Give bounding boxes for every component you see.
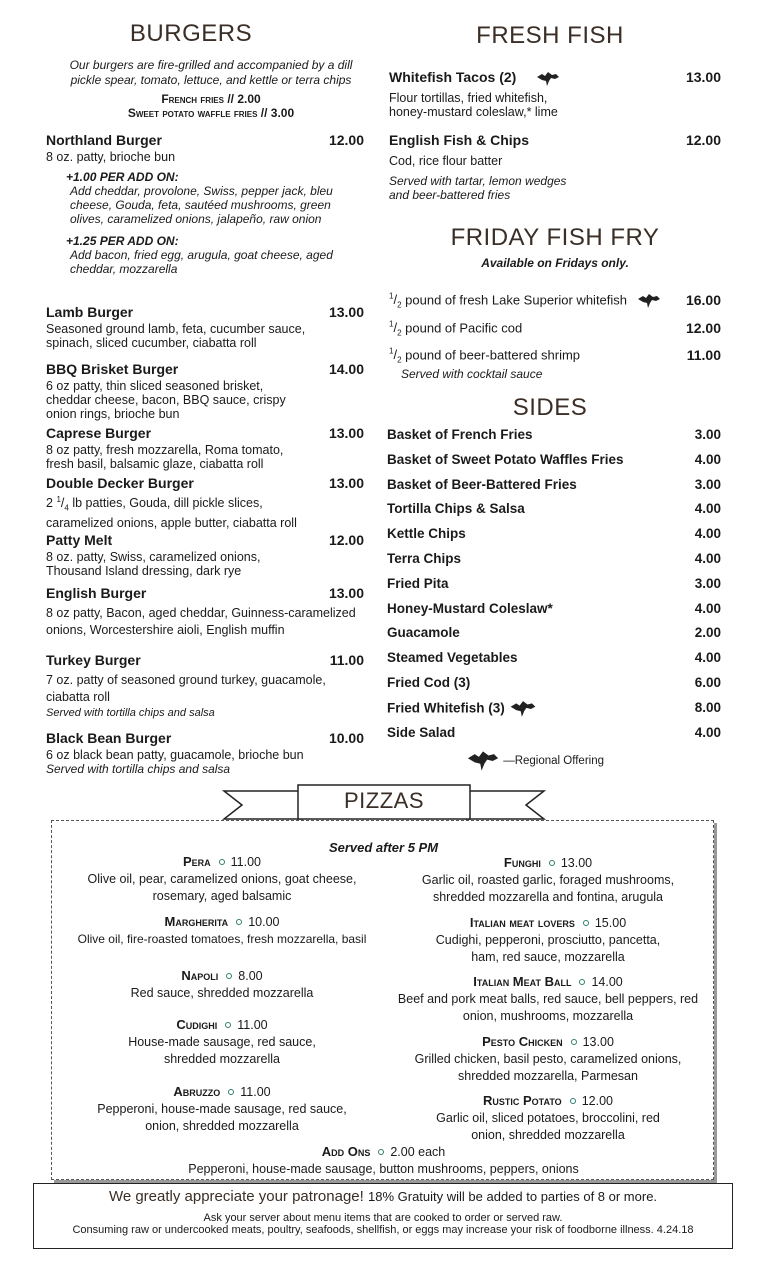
pizza-italian-meat-lovers <box>392 914 704 966</box>
pizza-pera <box>62 853 382 905</box>
fish-fry-title: FRIDAY FISH FRY <box>450 224 660 251</box>
pizza-desc: Garlic oil, roasted garlic, foraged mushrooms, shredded mozzarella and fontina, arugula <box>421 873 675 904</box>
pizza-abruzzo <box>62 1083 382 1135</box>
menu-item-double-decker-burger <box>46 475 364 530</box>
fraction-numerator: 1 <box>389 320 394 329</box>
item-name: Northland Burger <box>46 132 162 148</box>
pizza-price: 13.00 <box>560 856 593 870</box>
side-price: 3.00 <box>694 427 721 442</box>
item-desc: 8 oz. patty, Swiss, caramelized onions, Thousand Island dressing, dark rye <box>46 550 261 578</box>
menu-item-whitefish-tacos <box>389 69 721 119</box>
pizza-desc: Cudighi, pepperoni, prosciutto, pancetta, ham, red sauce, mozzarella <box>435 933 661 964</box>
item-desc: pound of beer-battered shrimp <box>405 347 581 363</box>
item-note: Served with tartar, lemon wedges and beer-battered fries <box>389 174 567 202</box>
fries-upgrade: French fries // 2.00 <box>161 92 261 106</box>
side-name: Tortilla Chips & Salsa <box>387 501 525 517</box>
item-price: 12.00 <box>685 320 721 336</box>
item-note: Served with tortilla chips and salsa <box>46 762 231 776</box>
bullet-icon <box>570 1098 576 1104</box>
side-item <box>387 725 721 743</box>
fraction-denominator: 2 <box>397 300 402 310</box>
side-item <box>387 601 721 619</box>
qty-whole: 2 <box>46 496 53 511</box>
item-price: 10.00 <box>328 730 364 746</box>
item-desc: 7 oz. patty of seasoned ground turkey, guacamole, ciabatta roll <box>46 673 326 704</box>
item-price: 12.00 <box>685 132 721 148</box>
fraction-numerator: 1 <box>389 292 394 301</box>
item-name: Caprese Burger <box>46 425 152 441</box>
item-desc: 6 oz patty, thin sliced seasoned brisket, cheddar cheese, bacon, BBQ sauce, crispy onion rings, brioche bun <box>46 379 286 421</box>
shrimp-note: Served with cocktail sauce <box>401 367 543 381</box>
menu-item-northland-burger <box>46 132 364 276</box>
bullet-icon <box>236 919 242 925</box>
item-price: 11.00 <box>329 652 364 668</box>
addon-heading-2: +1.25 PER ADD ON: <box>66 234 179 248</box>
side-price: 2.00 <box>694 625 721 641</box>
item-name: Lamb Burger <box>46 304 134 320</box>
fish-fry-item-shrimp <box>389 347 721 367</box>
bullet-icon <box>549 860 555 866</box>
side-name: Basket of Sweet Potato Waffles Fries <box>387 451 624 467</box>
regional-legend <box>466 750 604 772</box>
side-item <box>387 650 721 668</box>
pizza-desc: Garlic oil, sliced potatoes, broccolini, red onion, shredded mozzarella <box>436 1111 660 1142</box>
pizza-desc: Beef and pork meat balls, red sauce, bell peppers, red onion, mushrooms, mozzarella <box>397 992 699 1023</box>
menu-item-patty-melt <box>46 532 364 578</box>
side-name: Kettle Chips <box>387 526 466 542</box>
side-price: 4.00 <box>694 501 721 517</box>
regional-offering-icon <box>536 71 560 87</box>
side-price: 4.00 <box>694 724 721 740</box>
pizza-desc: Pepperoni, house-made sausage, red sauce, onion, shredded mozzarella <box>97 1102 347 1133</box>
item-price: 13.00 <box>685 69 721 85</box>
regional-offering-icon <box>466 750 500 772</box>
item-desc: Seasoned ground lamb, feta, cucumber sauce, spinach, sliced cucumber, ciabatta roll <box>46 322 306 350</box>
item-price: 12.00 <box>328 532 364 548</box>
fraction-denominator: 2 <box>397 328 402 338</box>
side-item <box>387 675 721 693</box>
side-price: 3.00 <box>694 575 721 591</box>
side-price: 8.00 <box>694 699 721 715</box>
side-price: 4.00 <box>694 526 721 542</box>
item-desc: 6 oz black bean patty, guacamole, brioche bun <box>46 748 304 762</box>
fish-fry-subtitle: Available on Fridays only. <box>481 256 629 270</box>
item-name: BBQ Brisket Burger <box>46 361 179 377</box>
fish-fry-item-cod <box>389 320 721 340</box>
pizzas-title: PIZZAS <box>343 788 424 813</box>
item-price: 13.00 <box>328 475 364 491</box>
bullet-icon <box>571 1039 577 1045</box>
item-price: 13.00 <box>328 585 364 601</box>
regional-offering-icon <box>509 700 537 718</box>
item-price: 12.00 <box>328 132 364 148</box>
sides-title: SIDES <box>512 394 588 421</box>
addons-desc: Pepperoni, house-made sausage, button mushrooms, peppers, onions <box>188 1162 579 1176</box>
side-price: 4.00 <box>694 600 721 616</box>
side-item <box>387 526 721 544</box>
pizza-add-ons <box>52 1143 715 1178</box>
pizza-funghi <box>392 854 704 906</box>
addon-text-2: Add bacon, fried egg, arugula, goat cheese, aged cheddar, mozzarella <box>70 248 333 276</box>
qty-fraction: $^1/_4$ <box>56 495 69 513</box>
pizza-desc: Red sauce, shredded mozzarella <box>130 986 314 1000</box>
side-name: Terra Chips <box>387 551 462 566</box>
menu-item-english-fish-chips <box>389 132 721 202</box>
item-desc: 8 oz patty, fresh mozzarella, Roma tomato, fresh basil, balsamic glaze, ciabatta roll <box>46 443 284 471</box>
side-price: 4.00 <box>694 451 721 467</box>
fraction-numerator: 1 <box>56 495 61 504</box>
fraction-denominator: 2 <box>397 355 402 365</box>
item-note: Served with tortilla chips and salsa <box>46 707 215 719</box>
menu-item-lamb-burger <box>46 304 364 350</box>
half-fraction: $^1/_2$ <box>389 320 402 338</box>
pizza-price: 14.00 <box>591 975 623 989</box>
pizza-italian-meat-ball <box>392 973 704 1025</box>
pizza-pesto-chicken <box>392 1033 704 1085</box>
foodborne-warning: Consuming raw or undercooked meats, poultry, seafoods, shellfish, or eggs may increase your risk of foodborne illness. 4.24.18 <box>72 1224 694 1236</box>
pizza-name: Funghi <box>503 855 541 870</box>
pizza-desc: Olive oil, fire-roasted tomatoes, fresh mozzarella, basil <box>77 932 367 946</box>
side-name: Side Salad <box>387 724 456 740</box>
pizza-rustic-potato <box>392 1092 704 1144</box>
menu-item-turkey-burger <box>46 652 364 720</box>
menu-item-english-burger <box>46 585 364 639</box>
side-name: Fried Pita <box>387 575 449 591</box>
raw-items-note: Ask your server about menu items that are cooked to order or served raw. <box>203 1212 563 1224</box>
bullet-icon <box>579 979 585 985</box>
addons-price: 2.00 each <box>390 1145 446 1159</box>
item-desc: Cod, rice flour batter <box>389 154 503 168</box>
thanks-text: We greatly appreciate your patronage! <box>108 1188 364 1205</box>
sweet-fries-upgrade: Sweet potato waffle fries // 3.00 <box>127 106 295 120</box>
pizza-name: Italian Meat Ball <box>473 974 572 989</box>
pizza-desc: House-made sausage, red sauce, shredded mozzarella <box>128 1035 316 1066</box>
side-item <box>387 477 721 495</box>
side-name: Honey-Mustard Coleslaw* <box>387 600 553 616</box>
item-name: Turkey Burger <box>46 652 141 668</box>
item-desc: pound of Pacific cod <box>405 320 523 336</box>
item-desc: 8 oz patty, Bacon, aged cheddar, Guinness-caramelized onions, Worcestershire aioli, English muffin <box>46 606 356 637</box>
pizza-price: 11.00 <box>240 1085 271 1099</box>
fish-fry-item-whitefish <box>389 292 721 312</box>
side-price: 4.00 <box>694 551 721 566</box>
item-desc: Flour tortillas, fried whitefish, honey-mustard coleslaw,* lime <box>389 91 558 119</box>
half-fraction: $^1/_2$ <box>389 347 402 365</box>
pizza-cudighi <box>62 1016 382 1068</box>
bullet-icon <box>228 1089 234 1095</box>
item-name: English Burger <box>46 585 147 601</box>
pizza-price: 11.00 <box>230 855 262 869</box>
legend-text: —Regional Offering <box>503 755 604 768</box>
menu-item-black-bean-burger <box>46 730 364 776</box>
item-desc-text: lb patties, Gouda, dill pickle slices, caramelized onions, apple butter, ciabatta roll <box>46 496 297 530</box>
pizza-name: Pesto Chicken <box>482 1034 563 1049</box>
pizza-served-time: Served after 5 PM <box>328 840 439 855</box>
side-item <box>387 551 721 569</box>
item-price: 14.00 <box>328 361 364 377</box>
item-name: Patty Melt <box>46 532 113 548</box>
side-item <box>387 576 721 594</box>
burgers-intro: Our burgers are fire-grilled and accompanied by a dill pickle spear, tomato, lettuce, and kettle or terra chips <box>69 58 353 87</box>
addons-label: Add Ons <box>321 1144 371 1159</box>
pizza-name: Napoli <box>181 968 219 983</box>
pizza-name: Rustic Potato <box>483 1093 562 1108</box>
side-name: Fried Whitefish (3) <box>387 700 505 716</box>
patronage-line <box>34 1188 732 1205</box>
side-item <box>387 625 721 643</box>
item-price: 16.00 <box>685 292 721 308</box>
pizza-name: Italian meat lovers <box>469 915 575 930</box>
item-price: 13.00 <box>328 304 364 320</box>
pizza-price: 12.00 <box>581 1094 613 1108</box>
bullet-icon <box>226 973 232 979</box>
fraction-denominator: 4 <box>64 503 69 513</box>
item-desc <box>46 493 311 530</box>
regional-offering-icon <box>637 293 661 309</box>
item-name: English Fish & Chips <box>389 132 530 148</box>
item-desc: 8 oz. patty, brioche bun <box>46 150 176 164</box>
pizza-price: 13.00 <box>582 1035 614 1049</box>
pizza-margherita <box>62 913 382 948</box>
addon-text-1: Add cheddar, provolone, Swiss, pepper jack, bleu cheese, Gouda, feta, sautéed mushrooms, green olives, caramelized onions, jalapeño, raw onion <box>70 184 333 226</box>
side-price: 4.00 <box>694 650 721 666</box>
pizza-price: 8.00 <box>238 969 263 983</box>
gratuity-text: 18% Gratuity will be added to parties of 8 or more. <box>368 1189 658 1204</box>
item-name: Black Bean Burger <box>46 730 172 746</box>
menu-item-caprese-burger <box>46 425 364 471</box>
fraction-numerator: 1 <box>389 347 394 356</box>
footer-notice <box>33 1183 733 1249</box>
pizza-section <box>51 820 714 1180</box>
side-item <box>387 452 721 470</box>
burgers-title: BURGERS <box>129 20 253 47</box>
bullet-icon <box>378 1149 384 1155</box>
pizza-name: Cudighi <box>176 1017 218 1032</box>
side-name: Fried Cod (3) <box>387 675 471 690</box>
item-name: Double Decker Burger <box>46 475 194 491</box>
side-name: Basket of Beer-Battered Fries <box>387 476 577 492</box>
side-price: 3.00 <box>694 476 721 492</box>
item-price: 13.00 <box>328 425 364 441</box>
pizza-desc: Olive oil, pear, caramelized onions, goat cheese, rosemary, aged balsamic <box>87 872 357 903</box>
pizza-price: 15.00 <box>594 916 627 930</box>
bullet-icon <box>219 859 225 865</box>
pizza-name: Abruzzo <box>173 1084 221 1099</box>
bullet-icon <box>583 920 589 926</box>
pizza-desc: Grilled chicken, basil pesto, caramelized onions, shredded mozzarella, Parmesan <box>414 1052 682 1083</box>
side-item <box>387 501 721 519</box>
side-name: Guacamole <box>387 625 460 641</box>
side-item <box>387 700 721 718</box>
item-name: Whitefish Tacos (2) <box>389 69 517 85</box>
addon-heading-1: +1.00 PER ADD ON: <box>66 170 179 184</box>
pizza-price: 11.00 <box>237 1018 268 1032</box>
pizza-name: Pera <box>182 854 211 869</box>
side-item <box>387 427 721 445</box>
side-price: 6.00 <box>694 675 721 690</box>
pizza-price: 10.00 <box>248 915 280 929</box>
menu-item-bbq-brisket-burger <box>46 361 364 421</box>
bullet-icon <box>225 1022 231 1028</box>
half-fraction: $^1/_2$ <box>389 292 402 310</box>
item-desc: pound of fresh Lake Superior whitefish <box>405 292 628 308</box>
side-name: Basket of French Fries <box>387 427 533 442</box>
item-price: 11.00 <box>686 347 721 363</box>
pizza-name: Margherita <box>164 914 229 929</box>
fresh-fish-title: FRESH FISH <box>476 22 624 49</box>
pizza-napoli <box>62 967 382 1002</box>
side-name: Steamed Vegetables <box>387 650 518 666</box>
